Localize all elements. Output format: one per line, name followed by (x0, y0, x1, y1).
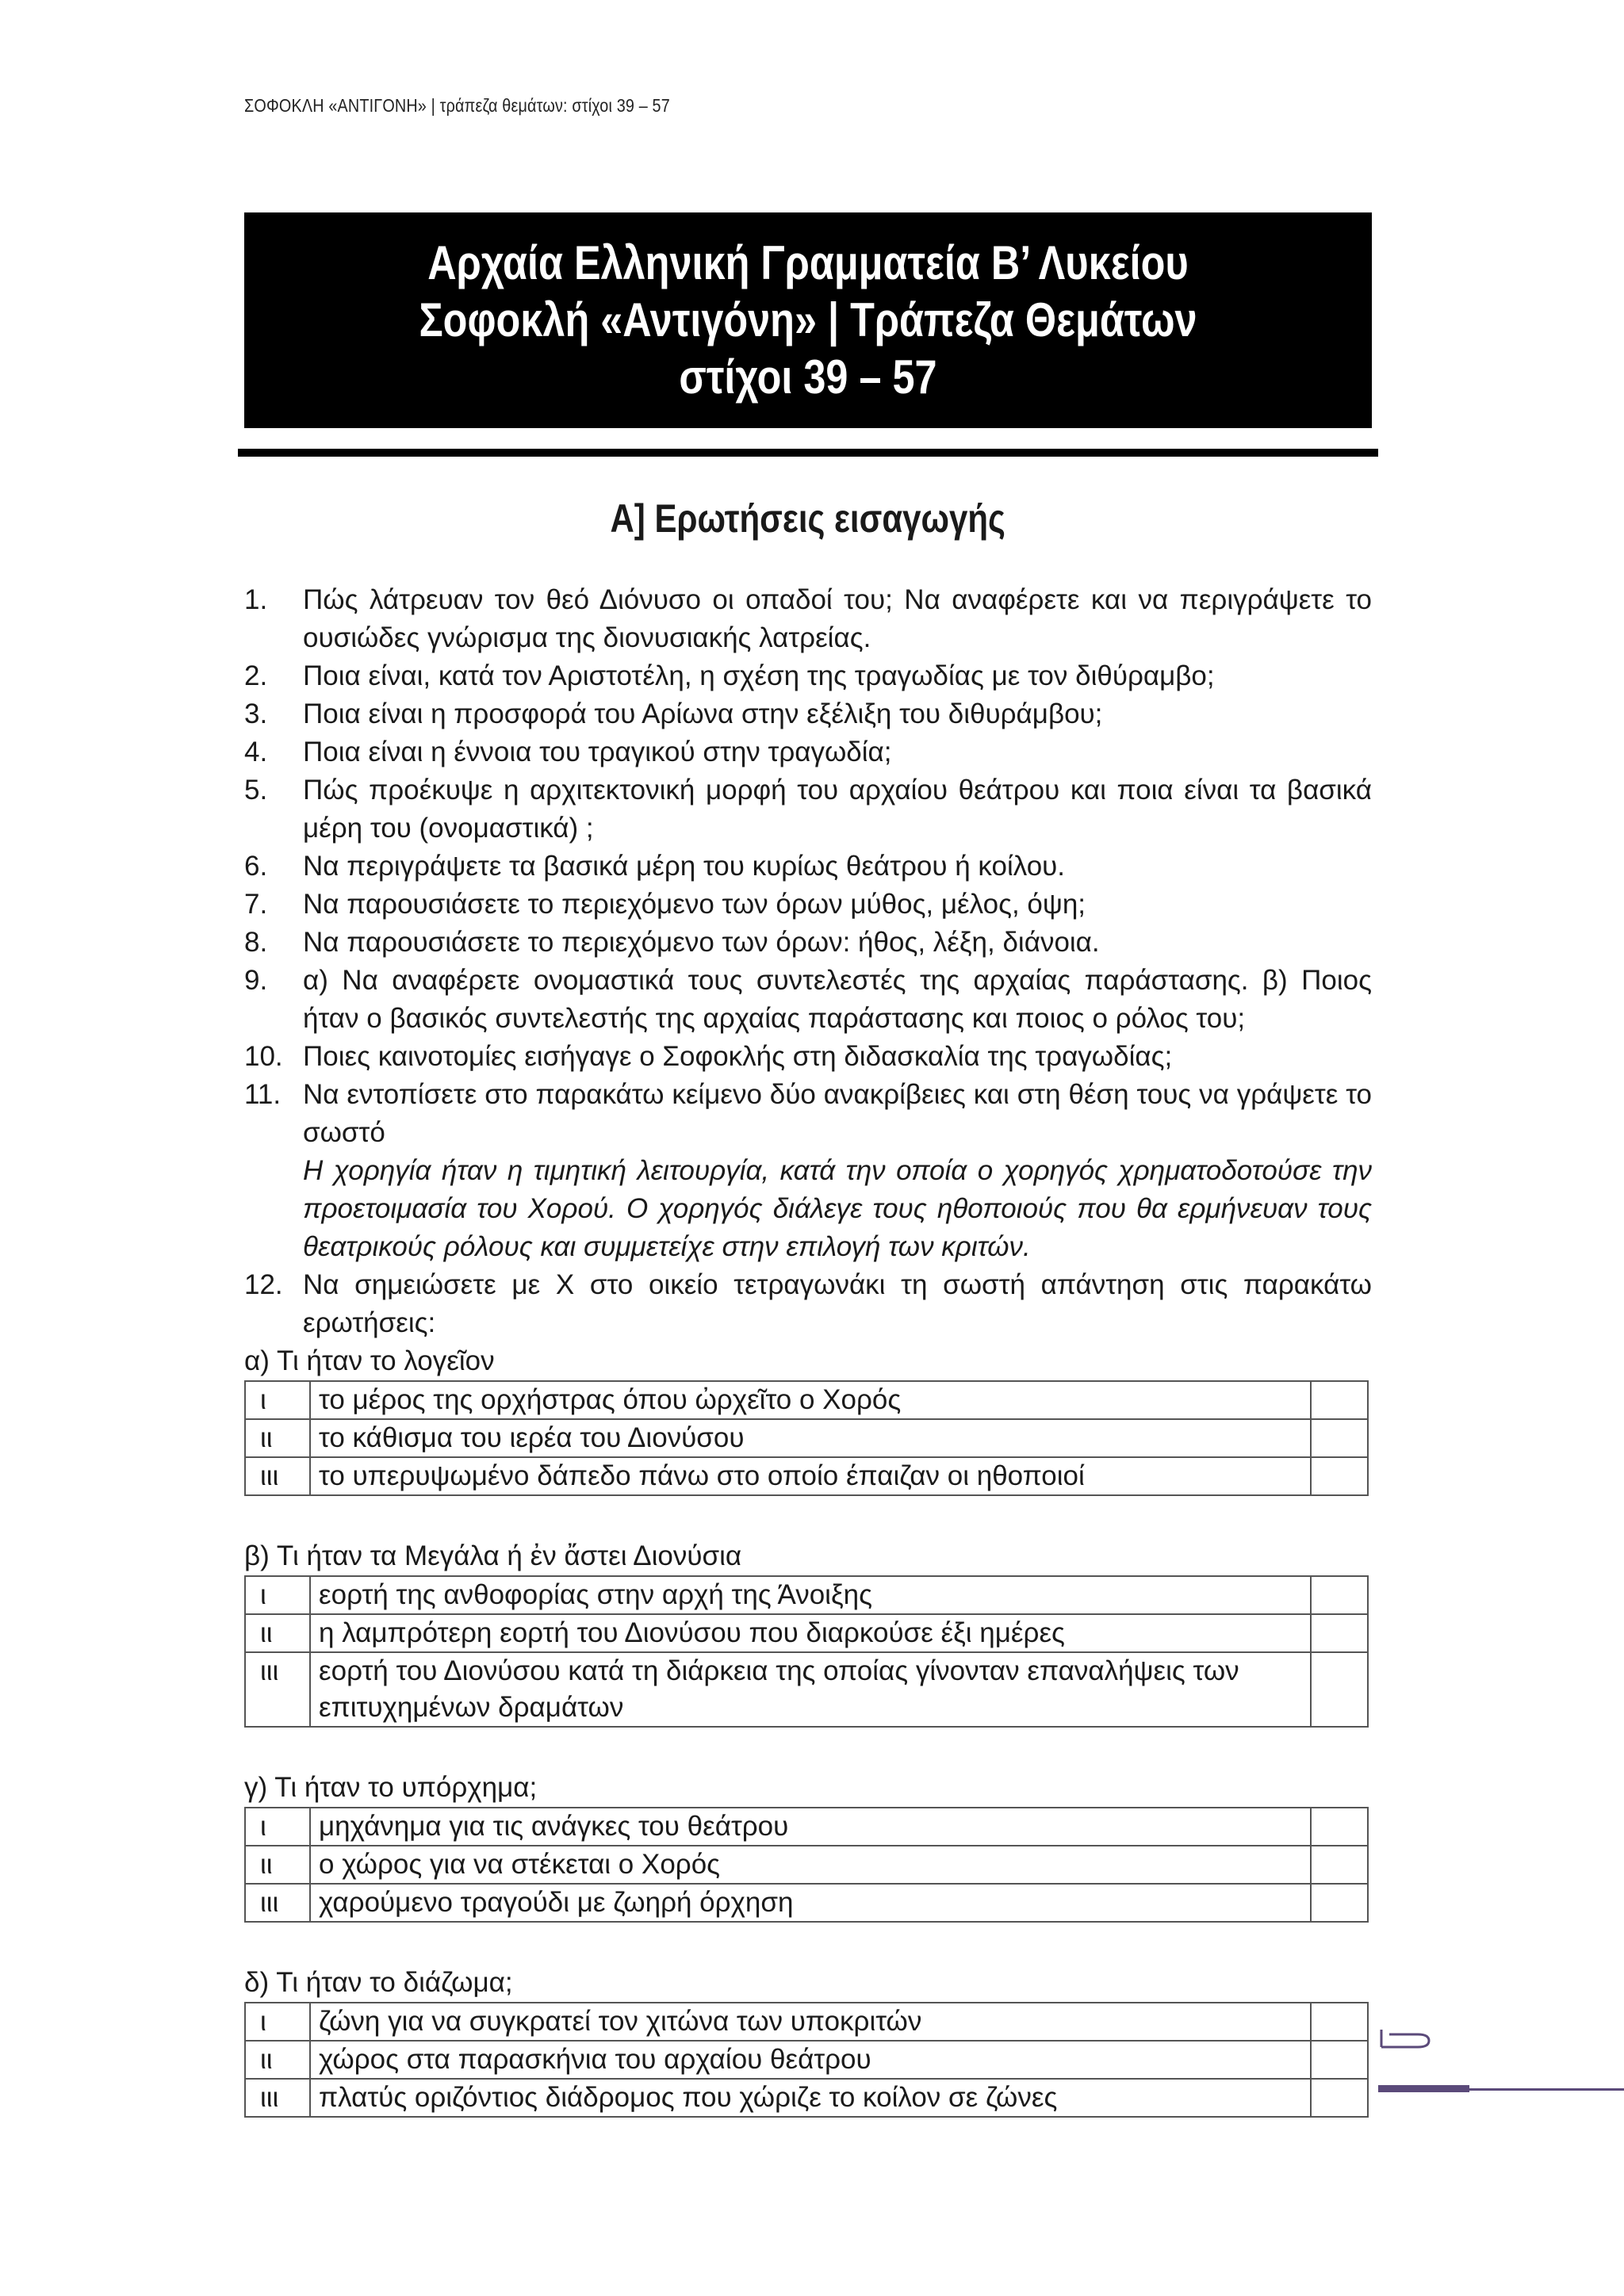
question-number: 8. (244, 927, 268, 958)
choice-row (245, 1884, 1368, 1922)
choice-group (244, 1537, 1372, 1728)
choice-numeral: ιι (245, 2041, 310, 2079)
choice-text: η λαμπρότερη εορτή του Διονύσου που διαρκούσε έξι ημέρες (310, 1614, 1311, 1652)
choice-text: το υπερυψωμένο δάπεδο πάνω στο οποίο έπαιζαν οι ηθοποιοί (310, 1457, 1311, 1495)
question-number: 12. (244, 1269, 283, 1300)
choice-numeral: ιι (245, 1846, 310, 1884)
question-number: 9. (244, 965, 268, 996)
question-list (244, 581, 1372, 1342)
choice-text: το μέρος της ορχήστρας όπου ὠρχεῖτο ο Χορός (310, 1381, 1311, 1419)
question-text-main: Ποια είναι, κατά τον Αριστοτέλη, η σχέση της τραγωδίας με τον διθύραμβο; (303, 660, 1215, 691)
choice-group-label: γ) Τι ήταν το υπόρχημα; (244, 1772, 538, 1803)
answer-checkbox[interactable] (1311, 1652, 1368, 1727)
question-text-main: Να εντοπίσετε στο παρακάτω κείμενο δύο ανακρίβειες και στη θέση τους να γράψετε το σωστό (303, 1079, 1372, 1148)
choice-numeral: ιιι (245, 1652, 310, 1727)
page-number-glyph-icon (1378, 2023, 1434, 2055)
question-item (244, 1266, 1372, 1342)
choice-text: ζώνη για να συγκρατεί τον χιτώνα των υποκριτών (310, 2003, 1311, 2041)
question-text (303, 924, 1372, 962)
choice-row (245, 1419, 1368, 1457)
question-item (244, 886, 1372, 924)
question-item (244, 848, 1372, 886)
answer-checkbox[interactable] (1311, 1808, 1368, 1846)
answer-checkbox[interactable] (1311, 1884, 1368, 1922)
answer-checkbox[interactable] (1311, 1457, 1368, 1495)
choice-row (245, 1808, 1368, 1846)
question-number: 11. (244, 1079, 282, 1110)
choice-table (244, 2002, 1369, 2118)
title-line-3: στίχοι 39 – 57 (679, 350, 937, 404)
question-item (244, 1076, 1372, 1266)
question-item (244, 581, 1372, 657)
question-item (244, 924, 1372, 962)
section-title (244, 496, 1372, 541)
choice-text: εορτή της ανθοφορίας στην αρχή της Άνοιξης (310, 1576, 1311, 1614)
choice-row (245, 2041, 1368, 2079)
question-text (303, 695, 1372, 733)
choice-numeral: ιι (245, 1614, 310, 1652)
choice-table (244, 1575, 1369, 1728)
question-text-main: Να σημειώσετε με Χ στο οικείο τετραγωνάκι τη σωστή απάντηση στις παρακάτω ερωτήσεις: (303, 1269, 1372, 1338)
question-number: 6. (244, 851, 268, 882)
question-text-main: Ποια είναι η έννοια του τραγικού στην τραγωδία; (303, 737, 892, 767)
question-item (244, 695, 1372, 733)
choice-text: ο χώρος για να στέκεται ο Χορός (310, 1846, 1311, 1884)
question-text-main: Να περιγράψετε τα βασικά μέρη του κυρίως θεάτρου ή κοίλου. (303, 851, 1066, 882)
title-line-2: Σοφοκλή «Αντιγόνη» | Τράπεζα Θεμάτων (419, 293, 1197, 346)
answer-checkbox[interactable] (1311, 2041, 1368, 2079)
question-text (303, 848, 1372, 886)
question-text-main: Πώς προέκυψε η αρχιτεκτονική μορφή του αρχαίου θεάτρου και ποια είναι τα βασικά μέρη του (ονομαστικά) ; (303, 775, 1372, 844)
choice-numeral: ιιι (245, 2079, 310, 2117)
question-text (303, 1038, 1372, 1076)
question-text-main: Να παρουσιάσετε το περιεχόμενο των όρων: ήθος, λέξη, διάνοια. (303, 927, 1100, 958)
choice-text: χαρούμενο τραγούδι με ζωηρή όρχηση (310, 1884, 1311, 1922)
question-text-main: Να παρουσιάσετε το περιεχόμενο των όρων μύθος, μέλος, όψη; (303, 889, 1086, 920)
question-text (303, 733, 1372, 771)
title-line-1: Αρχαία Ελληνική Γραμματεία Β’ Λυκείου (427, 236, 1189, 289)
choice-group-label: β) Τι ήταν τα Μεγάλα ή ἐν ἄστει Διονύσια (244, 1540, 742, 1571)
question-item (244, 1038, 1372, 1076)
question-text (303, 581, 1372, 657)
question-text-main: α) Να αναφέρετε ονομαστικά τους συντελεστές της αρχαίας παράστασης. β) Ποιος ήταν ο βασικός συντελεστής της αρχαίας παράστασης και ποιος ο ρόλος του; (303, 965, 1372, 1034)
choice-numeral: ιιι (245, 1457, 310, 1495)
question-text (303, 962, 1372, 1038)
choice-numeral: ι (245, 2003, 310, 2041)
question-number: 5. (244, 775, 268, 806)
question-text (303, 1266, 1372, 1342)
choice-text: πλατύς οριζόντιος διάδρομος που χώριζε το κοίλον σε ζώνες (310, 2079, 1311, 2117)
answer-checkbox[interactable] (1311, 1576, 1368, 1614)
question-number: 10. (244, 1041, 283, 1072)
choice-row (245, 1576, 1368, 1614)
running-header: ΣΟΦΟΚΛΗ «ΑΝΤΙΓΟΝΗ» | τράπεζα θεμάτων: στίχοι 39 – 57 (244, 95, 670, 116)
question-item (244, 733, 1372, 771)
question-number: 7. (244, 889, 268, 920)
section-title-text: Α] Ερωτήσεις εισαγωγής (610, 496, 1006, 541)
question-number: 2. (244, 660, 268, 691)
choice-row (245, 2079, 1368, 2117)
choice-numeral: ι (245, 1381, 310, 1419)
choice-row (245, 2003, 1368, 2041)
answer-checkbox[interactable] (1311, 2003, 1368, 2041)
choice-groups (244, 1342, 1372, 2118)
choice-row (245, 1381, 1368, 1419)
title-rule (238, 449, 1378, 457)
question-text-main: Ποιες καινοτομίες εισήγαγε ο Σοφοκλής στη διδασκαλία της τραγωδίας; (303, 1041, 1173, 1072)
question-text (303, 1076, 1372, 1266)
choice-table (244, 1380, 1369, 1496)
choice-group-label: δ) Τι ήταν το διάζωμα; (244, 1967, 513, 1998)
choice-table (244, 1807, 1369, 1923)
question-number: 3. (244, 698, 268, 729)
answer-checkbox[interactable] (1311, 1614, 1368, 1652)
choice-text: μηχάνημα για τις ανάγκες του θεάτρου (310, 1808, 1311, 1846)
choice-numeral: ι (245, 1808, 310, 1846)
choice-row (245, 1614, 1368, 1652)
answer-checkbox[interactable] (1311, 1381, 1368, 1419)
choice-numeral: ιι (245, 1419, 310, 1457)
choice-row (245, 1652, 1368, 1727)
question-text-main: Ποια είναι η προσφορά του Αρίωνα στην εξέλιξη του διθυράμβου; (303, 698, 1103, 729)
answer-checkbox[interactable] (1311, 1419, 1368, 1457)
choice-text: το κάθισμα του ιερέα του Διονύσου (310, 1419, 1311, 1457)
choice-row (245, 1457, 1368, 1495)
question-text (303, 886, 1372, 924)
question-number: 4. (244, 737, 268, 767)
title-box (244, 212, 1372, 428)
choice-row (245, 1846, 1368, 1884)
question-quoted-text: Η χορηγία ήταν η τιμητική λειτουργία, κατά την οποία ο χορηγός χρηματοδοτούσε την προετοιμασία του Χορού. Ο χορηγός διάλεγε τους ηθοποιούς που θα ερμήνευαν τους θεατρικούς ρόλους και συμμετείχε στην επιλογή των κριτών. (303, 1155, 1372, 1262)
answer-checkbox[interactable] (1311, 1846, 1368, 1884)
choice-text: εορτή του Διονύσου κατά τη διάρκεια της οποίας γίνονταν επαναλήψεις των επιτυχημένων δραμάτων (310, 1652, 1311, 1727)
choice-group (244, 1342, 1372, 1496)
choice-numeral: ιιι (245, 1884, 310, 1922)
choice-group (244, 1769, 1372, 1923)
question-item (244, 657, 1372, 695)
choice-group (244, 1964, 1372, 2118)
question-text (303, 771, 1372, 848)
choice-numeral: ι (245, 1576, 310, 1614)
choice-group-label: α) Τι ήταν το λογεῖον (244, 1345, 495, 1376)
question-item (244, 771, 1372, 848)
question-text-main: Πώς λάτρευαν τον θεό Διόνυσο οι οπαδοί του; Να αναφέρετε και να περιγράψετε το ουσιώδες γνώρισμα της διονυσιακής λατρείας. (303, 584, 1372, 653)
footer-rule-accent (1378, 2085, 1469, 2092)
choice-text: χώρος στα παρασκήνια του αρχαίου θεάτρου (310, 2041, 1311, 2079)
question-number: 1. (244, 584, 268, 615)
answer-checkbox[interactable] (1311, 2079, 1368, 2117)
content (244, 581, 1372, 2159)
question-item (244, 962, 1372, 1038)
question-text (303, 657, 1372, 695)
